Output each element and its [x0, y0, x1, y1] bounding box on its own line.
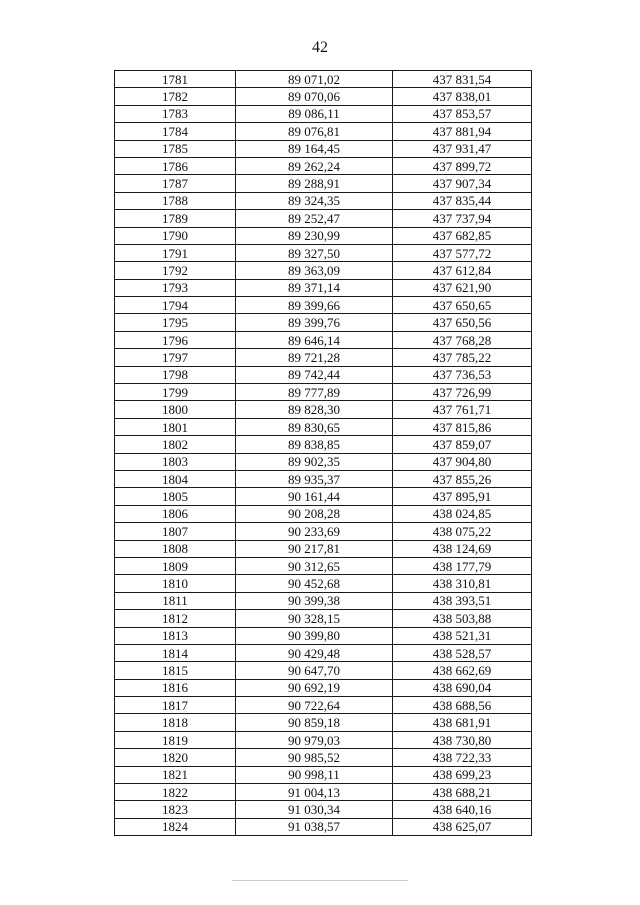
y-coordinate-cell: 437 895,91 — [393, 488, 532, 505]
point-number-cell: 1800 — [115, 401, 236, 418]
table-row — [115, 279, 532, 296]
x-coordinate-cell: 89 252,47 — [236, 210, 393, 227]
y-coordinate-cell: 437 761,71 — [393, 401, 532, 418]
coordinates-table — [114, 70, 532, 836]
table-row — [115, 384, 532, 401]
x-coordinate-cell: 91 004,13 — [236, 784, 393, 801]
table-row — [115, 575, 532, 592]
point-number-cell: 1823 — [115, 801, 236, 818]
table-row — [115, 557, 532, 574]
table-row — [115, 592, 532, 609]
x-coordinate-cell: 90 429,48 — [236, 644, 393, 661]
table-row — [115, 175, 532, 192]
table-row — [115, 297, 532, 314]
x-coordinate-cell: 90 998,11 — [236, 766, 393, 783]
point-number-cell: 1806 — [115, 505, 236, 522]
y-coordinate-cell: 437 907,34 — [393, 175, 532, 192]
x-coordinate-cell: 89 902,35 — [236, 453, 393, 470]
table-row — [115, 766, 532, 783]
y-coordinate-cell: 438 521,31 — [393, 627, 532, 644]
coordinates-table-body — [115, 71, 532, 836]
y-coordinate-cell: 438 177,79 — [393, 557, 532, 574]
y-coordinate-cell: 438 124,69 — [393, 540, 532, 557]
y-coordinate-cell: 437 855,26 — [393, 470, 532, 487]
table-row — [115, 801, 532, 818]
point-number-cell: 1783 — [115, 105, 236, 122]
y-coordinate-cell: 437 904,80 — [393, 453, 532, 470]
x-coordinate-cell: 90 217,81 — [236, 540, 393, 557]
table-row — [115, 644, 532, 661]
x-coordinate-cell: 90 399,38 — [236, 592, 393, 609]
point-number-cell: 1784 — [115, 123, 236, 140]
point-number-cell: 1794 — [115, 297, 236, 314]
x-coordinate-cell: 90 312,65 — [236, 557, 393, 574]
point-number-cell: 1822 — [115, 784, 236, 801]
x-coordinate-cell: 89 076,81 — [236, 123, 393, 140]
x-coordinate-cell: 90 161,44 — [236, 488, 393, 505]
point-number-cell: 1807 — [115, 523, 236, 540]
point-number-cell: 1808 — [115, 540, 236, 557]
x-coordinate-cell: 89 324,35 — [236, 192, 393, 209]
footer-divider — [232, 880, 408, 881]
y-coordinate-cell: 438 722,33 — [393, 749, 532, 766]
table-row — [115, 210, 532, 227]
table-row — [115, 227, 532, 244]
x-coordinate-cell: 91 038,57 — [236, 818, 393, 835]
y-coordinate-cell: 438 625,07 — [393, 818, 532, 835]
y-coordinate-cell: 437 621,90 — [393, 279, 532, 296]
point-number-cell: 1786 — [115, 157, 236, 174]
x-coordinate-cell: 90 647,70 — [236, 662, 393, 679]
table-row — [115, 523, 532, 540]
x-coordinate-cell: 90 692,19 — [236, 679, 393, 696]
y-coordinate-cell: 438 310,81 — [393, 575, 532, 592]
y-coordinate-cell: 438 688,21 — [393, 784, 532, 801]
x-coordinate-cell: 89 164,45 — [236, 140, 393, 157]
x-coordinate-cell: 89 399,66 — [236, 297, 393, 314]
x-coordinate-cell: 89 742,44 — [236, 366, 393, 383]
table-row — [115, 697, 532, 714]
y-coordinate-cell: 438 681,91 — [393, 714, 532, 731]
table-row — [115, 610, 532, 627]
table-row — [115, 349, 532, 366]
y-coordinate-cell: 438 662,69 — [393, 662, 532, 679]
point-number-cell: 1821 — [115, 766, 236, 783]
x-coordinate-cell: 90 979,03 — [236, 731, 393, 748]
y-coordinate-cell: 438 528,57 — [393, 644, 532, 661]
y-coordinate-cell: 437 726,99 — [393, 384, 532, 401]
x-coordinate-cell: 89 371,14 — [236, 279, 393, 296]
table-row — [115, 401, 532, 418]
point-number-cell: 1819 — [115, 731, 236, 748]
x-coordinate-cell: 90 208,28 — [236, 505, 393, 522]
table-row — [115, 540, 532, 557]
point-number-cell: 1785 — [115, 140, 236, 157]
x-coordinate-cell: 89 363,09 — [236, 262, 393, 279]
y-coordinate-cell: 437 899,72 — [393, 157, 532, 174]
y-coordinate-cell: 438 640,16 — [393, 801, 532, 818]
y-coordinate-cell: 438 688,56 — [393, 697, 532, 714]
y-coordinate-cell: 437 650,65 — [393, 297, 532, 314]
y-coordinate-cell: 437 736,53 — [393, 366, 532, 383]
y-coordinate-cell: 437 768,28 — [393, 331, 532, 348]
table-row — [115, 262, 532, 279]
point-number-cell: 1813 — [115, 627, 236, 644]
y-coordinate-cell: 437 815,86 — [393, 418, 532, 435]
table-row — [115, 662, 532, 679]
x-coordinate-cell: 89 288,91 — [236, 175, 393, 192]
table-row — [115, 731, 532, 748]
y-coordinate-cell: 437 682,85 — [393, 227, 532, 244]
y-coordinate-cell: 437 737,94 — [393, 210, 532, 227]
table-row — [115, 331, 532, 348]
table-row — [115, 192, 532, 209]
table-row — [115, 505, 532, 522]
y-coordinate-cell: 438 690,04 — [393, 679, 532, 696]
table-row — [115, 157, 532, 174]
table-row — [115, 818, 532, 835]
point-number-cell: 1781 — [115, 71, 236, 88]
table-row — [115, 784, 532, 801]
table-row — [115, 488, 532, 505]
point-number-cell: 1799 — [115, 384, 236, 401]
point-number-cell: 1797 — [115, 349, 236, 366]
y-coordinate-cell: 438 699,23 — [393, 766, 532, 783]
x-coordinate-cell: 89 230,99 — [236, 227, 393, 244]
y-coordinate-cell: 438 503,88 — [393, 610, 532, 627]
x-coordinate-cell: 89 399,76 — [236, 314, 393, 331]
x-coordinate-cell: 90 722,64 — [236, 697, 393, 714]
point-number-cell: 1818 — [115, 714, 236, 731]
point-number-cell: 1796 — [115, 331, 236, 348]
table-row — [115, 418, 532, 435]
x-coordinate-cell: 89 830,65 — [236, 418, 393, 435]
point-number-cell: 1804 — [115, 470, 236, 487]
point-number-cell: 1791 — [115, 244, 236, 261]
x-coordinate-cell: 90 985,52 — [236, 749, 393, 766]
point-number-cell: 1798 — [115, 366, 236, 383]
y-coordinate-cell: 437 650,56 — [393, 314, 532, 331]
point-number-cell: 1810 — [115, 575, 236, 592]
table-row — [115, 71, 532, 88]
point-number-cell: 1805 — [115, 488, 236, 505]
y-coordinate-cell: 438 024,85 — [393, 505, 532, 522]
x-coordinate-cell: 89 086,11 — [236, 105, 393, 122]
x-coordinate-cell: 91 030,34 — [236, 801, 393, 818]
table-row — [115, 453, 532, 470]
x-coordinate-cell: 90 399,80 — [236, 627, 393, 644]
page-number: 42 — [312, 39, 328, 56]
x-coordinate-cell: 89 838,85 — [236, 436, 393, 453]
x-coordinate-cell: 89 721,28 — [236, 349, 393, 366]
point-number-cell: 1792 — [115, 262, 236, 279]
point-number-cell: 1788 — [115, 192, 236, 209]
point-number-cell: 1789 — [115, 210, 236, 227]
table-row — [115, 470, 532, 487]
y-coordinate-cell: 437 577,72 — [393, 244, 532, 261]
table-row — [115, 140, 532, 157]
point-number-cell: 1815 — [115, 662, 236, 679]
point-number-cell: 1820 — [115, 749, 236, 766]
x-coordinate-cell: 90 452,68 — [236, 575, 393, 592]
table-row — [115, 714, 532, 731]
point-number-cell: 1787 — [115, 175, 236, 192]
point-number-cell: 1824 — [115, 818, 236, 835]
point-number-cell: 1812 — [115, 610, 236, 627]
y-coordinate-cell: 437 881,94 — [393, 123, 532, 140]
point-number-cell: 1801 — [115, 418, 236, 435]
table-row — [115, 436, 532, 453]
x-coordinate-cell: 90 859,18 — [236, 714, 393, 731]
x-coordinate-cell: 89 935,37 — [236, 470, 393, 487]
table-row — [115, 123, 532, 140]
point-number-cell: 1782 — [115, 88, 236, 105]
table-row — [115, 88, 532, 105]
x-coordinate-cell: 89 828,30 — [236, 401, 393, 418]
y-coordinate-cell: 437 853,57 — [393, 105, 532, 122]
point-number-cell: 1816 — [115, 679, 236, 696]
point-number-cell: 1793 — [115, 279, 236, 296]
x-coordinate-cell: 89 070,06 — [236, 88, 393, 105]
y-coordinate-cell: 437 612,84 — [393, 262, 532, 279]
table-row — [115, 105, 532, 122]
x-coordinate-cell: 89 327,50 — [236, 244, 393, 261]
table-row — [115, 749, 532, 766]
point-number-cell: 1790 — [115, 227, 236, 244]
table-row — [115, 366, 532, 383]
point-number-cell: 1817 — [115, 697, 236, 714]
x-coordinate-cell: 89 646,14 — [236, 331, 393, 348]
x-coordinate-cell: 89 071,02 — [236, 71, 393, 88]
x-coordinate-cell: 90 328,15 — [236, 610, 393, 627]
point-number-cell: 1795 — [115, 314, 236, 331]
y-coordinate-cell: 438 730,80 — [393, 731, 532, 748]
y-coordinate-cell: 437 838,01 — [393, 88, 532, 105]
x-coordinate-cell: 89 262,24 — [236, 157, 393, 174]
y-coordinate-cell: 437 859,07 — [393, 436, 532, 453]
table-row — [115, 627, 532, 644]
point-number-cell: 1814 — [115, 644, 236, 661]
table-row — [115, 314, 532, 331]
table-row — [115, 244, 532, 261]
x-coordinate-cell: 90 233,69 — [236, 523, 393, 540]
y-coordinate-cell: 437 835,44 — [393, 192, 532, 209]
point-number-cell: 1811 — [115, 592, 236, 609]
y-coordinate-cell: 437 831,54 — [393, 71, 532, 88]
point-number-cell: 1809 — [115, 557, 236, 574]
y-coordinate-cell: 437 931,47 — [393, 140, 532, 157]
point-number-cell: 1803 — [115, 453, 236, 470]
y-coordinate-cell: 438 393,51 — [393, 592, 532, 609]
table-row — [115, 679, 532, 696]
y-coordinate-cell: 438 075,22 — [393, 523, 532, 540]
x-coordinate-cell: 89 777,89 — [236, 384, 393, 401]
point-number-cell: 1802 — [115, 436, 236, 453]
y-coordinate-cell: 437 785,22 — [393, 349, 532, 366]
